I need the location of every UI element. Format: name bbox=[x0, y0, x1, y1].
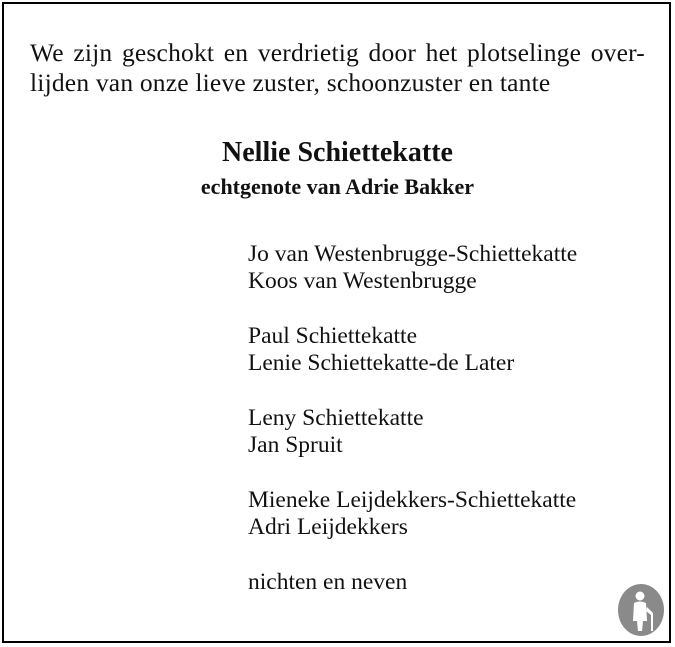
family-relatives: nichten en neven bbox=[248, 569, 408, 595]
family-list bbox=[248, 241, 577, 624]
deceased-subtitle: echtgenote van Adrie Bakker bbox=[200, 174, 475, 199]
family-group bbox=[248, 241, 577, 295]
family-member: Mieneke Leijdekkers-Schiettekatte bbox=[248, 487, 577, 513]
family-member: Leny Schiettekatte bbox=[248, 405, 424, 431]
family-group bbox=[248, 405, 577, 459]
family-member: Jo van Westenbrugge-Schiettekatte bbox=[248, 241, 578, 267]
deceased-name: Nellie Schiettekatte bbox=[222, 137, 453, 168]
intro-line-1: We zijn geschokt en verdrietig door het plotselinge over- bbox=[30, 38, 645, 67]
mourning-figure-icon bbox=[616, 583, 666, 637]
family-group bbox=[248, 323, 577, 377]
family-group bbox=[248, 569, 577, 596]
family-member: Paul Schiettekatte bbox=[248, 323, 418, 349]
family-member: Adri Leijdekkers bbox=[248, 514, 408, 540]
intro-line-2: lijden van onze lieve zuster, schoonzuster en tante bbox=[30, 68, 551, 97]
family-member: Jan Spruit bbox=[248, 432, 343, 458]
family-group bbox=[248, 487, 577, 541]
family-member: Lenie Schiettekatte-de Later bbox=[248, 350, 515, 376]
family-member: Koos van Westenbrugge bbox=[248, 268, 477, 294]
intro-text bbox=[30, 38, 645, 98]
